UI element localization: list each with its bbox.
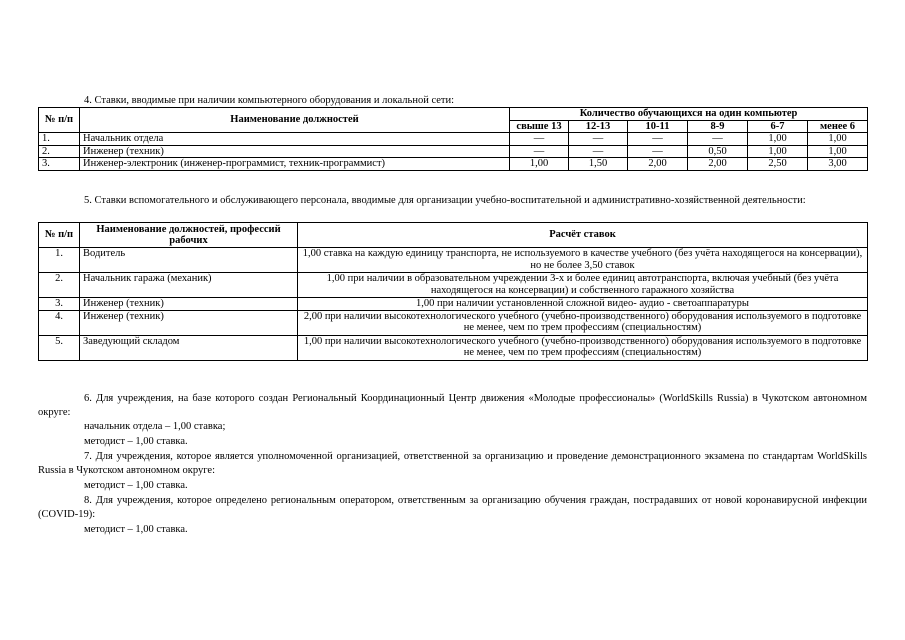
row-name: Начальник отдела — [80, 133, 510, 146]
col-header-group: Количество обучающихся на один компьютер — [510, 108, 868, 121]
row-value: — — [510, 133, 569, 146]
row-value: — — [628, 133, 688, 146]
section8-text: 8. Для учреждения, которое определено региональным оператором, ответственным за организацию обучения граждан, пострадавших от новой коронавирусной инфекции (COVID-19): — [38, 495, 867, 520]
row-num: 2. — [39, 273, 80, 298]
row-value: — — [688, 133, 748, 146]
row-value: — — [569, 133, 628, 146]
col-header-name: Наименование должностей, профессий рабочих — [80, 223, 298, 248]
col-header-ratio: 12-13 — [569, 120, 628, 133]
table-row — [39, 133, 868, 146]
row-value: 2,00 — [688, 158, 748, 171]
row-value: 1,00 — [510, 158, 569, 171]
row-value: 1,00 — [808, 145, 868, 158]
row-name: Заведующий складом — [80, 335, 298, 360]
col-header-num: № п/п — [39, 108, 80, 133]
col-header-num: № п/п — [39, 223, 80, 248]
row-num: 4. — [39, 310, 80, 335]
table-row — [39, 158, 868, 171]
row-num: 3. — [39, 158, 80, 171]
section5-heading: 5. Ставки вспомогательного и обслуживающего персонала, вводимые для организации учебно-воспитательной и административно-хозяйственной деятельности: — [84, 195, 806, 206]
row-name: Начальник гаража (механик) — [80, 273, 298, 298]
row-value: 2,00 — [628, 158, 688, 171]
section6-text: 6. Для учреждения, на базе которого создан Региональный Координационный Центр движения «Молодые профессионалы» (WorldSkills Russia) в Чукотском автономном округе: — [38, 393, 867, 418]
row-name: Инженер (техник) — [80, 145, 510, 158]
row-value: 1,00 — [748, 145, 808, 158]
section6-line2: методист – 1,00 ставка. — [84, 436, 188, 447]
col-header-ratio: 6-7 — [748, 120, 808, 133]
section7-text: 7. Для учреждения, которое является уполномоченной организацией, ответственной за организацию и проведение демонстрационного экзамена по стандартам WorldSkills Russia в Чукотском автономном округе: — [38, 451, 867, 476]
table-row — [39, 298, 868, 311]
table-row — [39, 248, 868, 273]
row-calc: 1,00 при наличии установленной сложной видео- аудио - светоаппаратуры — [298, 298, 868, 311]
row-value: — — [510, 145, 569, 158]
row-value: 3,00 — [808, 158, 868, 171]
table-row — [39, 335, 868, 360]
row-calc: 1,00 при наличии высокотехнологического учебного (учебно-производственного) оборудования используемого в подготовке не менее, чем по трем профессиям (специальностям) — [298, 335, 868, 360]
row-num: 1. — [39, 248, 80, 273]
row-num: 3. — [39, 298, 80, 311]
row-value: 1,50 — [569, 158, 628, 171]
row-name: Водитель — [80, 248, 298, 273]
table-row — [39, 273, 868, 298]
section8-line1: методист – 1,00 ставка. — [84, 524, 188, 535]
col-header-calc: Расчёт ставок — [298, 223, 868, 248]
col-header-ratio: 10-11 — [628, 120, 688, 133]
staff-rates-table — [38, 222, 868, 361]
col-header-name: Наименование должностей — [80, 108, 510, 133]
section4-heading: 4. Ставки, вводимые при наличии компьютерного оборудования и локальной сети: — [84, 95, 455, 106]
section6-line1: начальник отдела – 1,00 ставка; — [84, 421, 226, 432]
row-value: 1,00 — [748, 133, 808, 146]
row-calc: 2,00 при наличии высокотехнологического учебного (учебно-производственного) оборудования используемого в подготовке не менее, чем по трем профессиям (специальностям) — [298, 310, 868, 335]
row-num: 1. — [39, 133, 80, 146]
row-calc: 1,00 ставка на каждую единицу транспорта, не используемого в качестве учебного (без учёта находящегося на консервации), но не более 3,50 ставок — [298, 248, 868, 273]
computer-rates-table — [38, 107, 868, 171]
col-header-ratio: свыше 13 — [510, 120, 569, 133]
row-calc: 1,00 при наличии в образовательном учреждении 3-х и более единиц автотранспорта, включая учебный (без учёта находящегося на консервации) и собственного гаражного хозяйства — [298, 273, 868, 298]
row-value: 0,50 — [688, 145, 748, 158]
row-value: 1,00 — [808, 133, 868, 146]
row-value: — — [569, 145, 628, 158]
row-value: — — [628, 145, 688, 158]
col-header-ratio: менее 6 — [808, 120, 868, 133]
table-row — [39, 145, 868, 158]
row-name: Инженер-электроник (инженер-программист, техник-программист) — [80, 158, 510, 171]
table-row — [39, 310, 868, 335]
col-header-ratio: 8-9 — [688, 120, 748, 133]
section7-line1: методист – 1,00 ставка. — [84, 480, 188, 491]
row-value: 2,50 — [748, 158, 808, 171]
row-num: 2. — [39, 145, 80, 158]
row-name: Инженер (техник) — [80, 298, 298, 311]
row-name: Инженер (техник) — [80, 310, 298, 335]
row-num: 5. — [39, 335, 80, 360]
